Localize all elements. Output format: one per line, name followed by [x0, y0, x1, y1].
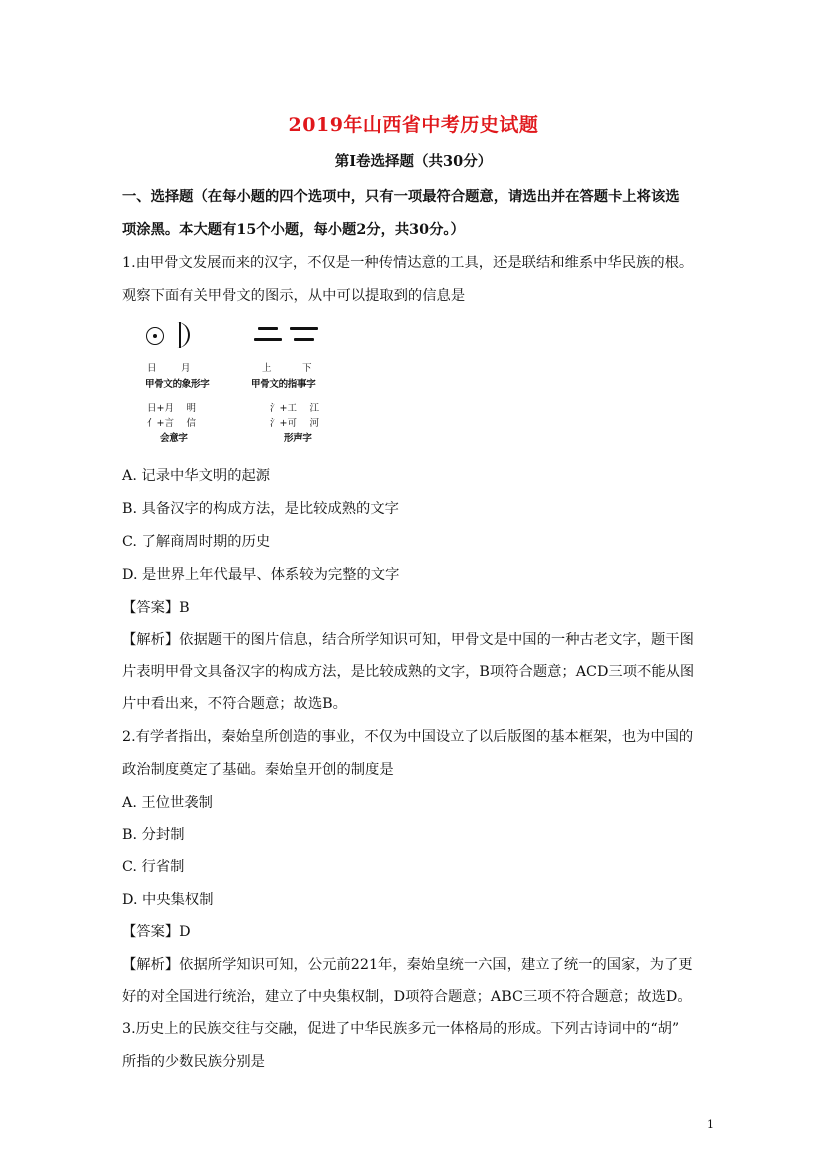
- q2-stem-line-1: 2.有学者指出，秦始皇所创造的事业，不仅为中国设立了以后版图的基本框架，也为中国的: [122, 729, 694, 745]
- label-moon: 月: [181, 363, 191, 374]
- q2-option-b: B. 分封制: [122, 827, 185, 843]
- q2-answer: 【答案】D: [122, 924, 191, 940]
- ideographic-row-1: 日+月 明: [147, 403, 196, 414]
- page-title: 2019年山西省中考历史试题: [288, 114, 539, 136]
- label-down: 下: [302, 363, 312, 374]
- q1-stem-line-2: 观察下面有关甲骨文的图示，从中可以提取到的信息是: [122, 288, 466, 304]
- label-up: 上: [262, 363, 272, 374]
- phonetic-row-1: 氵+工 江: [270, 403, 319, 414]
- moon-glyph-icon: [176, 322, 190, 348]
- q1-analysis-line-3: 片中看出来，不符合题意；故选B。: [122, 696, 347, 712]
- q2-stem-line-2: 政治制度奠定了基础。秦始皇开创的制度是: [122, 762, 394, 778]
- q1-option-b: B. 具备汉字的构成方法，是比较成熟的文字: [122, 501, 399, 517]
- q1-option-a: A. 记录中华文明的起源: [122, 468, 271, 484]
- oracle-bone-figure: [140, 318, 340, 446]
- caption-phonetic: 形声字: [284, 433, 312, 444]
- label-sun: 日: [147, 363, 157, 374]
- section-instructions-line-1: 一、选择题（在每小题的四个选项中，只有一项最符合题意，请选出并在答题卡上将该选: [122, 189, 680, 205]
- q2-option-d: D. 中央集权制: [122, 892, 214, 908]
- section-subtitle: 第Ⅰ卷选择题（共30分）: [334, 153, 493, 170]
- q2-option-c: C. 行省制: [122, 859, 185, 875]
- q1-option-c: C. 了解商周时期的历史: [122, 534, 271, 550]
- q2-analysis-line-2: 好的对全国进行统治，建立了中央集权制，D项符合题意；ABC三项不符合题意；故选D。: [122, 989, 692, 1005]
- ideographic-row-2: 亻+言 信: [147, 418, 196, 429]
- q1-answer: 【答案】B: [122, 600, 190, 616]
- caption-pictograph: 甲骨文的象形字: [145, 379, 210, 390]
- q1-stem-line-1: 1.由甲骨文发展而来的汉字，不仅是一种传情达意的工具，还是联结和维系中华民族的根。: [122, 255, 694, 271]
- q1-analysis-line-2: 片表明甲骨文具备汉字的构成方法，是比较成熟的文字，B项符合题意；ACD三项不能从图: [122, 664, 695, 680]
- q2-analysis-line-1: 【解析】依据所学知识可知，公元前221年，秦始皇统一六国，建立了统一的国家，为了更: [122, 957, 693, 973]
- q3-stem-line-1: 3.历史上的民族交往与交融，促进了中华民族多元一体格局的形成。下列古诗词中的“胡”: [122, 1021, 680, 1037]
- phonetic-row-2: 氵+可 河: [270, 418, 319, 429]
- caption-indicative: 甲骨文的指事字: [251, 379, 316, 390]
- page-number: 1: [707, 1118, 714, 1131]
- q2-option-a: A. 王位世袭制: [122, 795, 213, 811]
- q1-option-d: D. 是世界上年代最早、体系较为完整的文字: [122, 567, 400, 583]
- q3-stem-line-2: 所指的少数民族分别是: [122, 1054, 265, 1070]
- section-instructions-line-2: 项涂黑。本大题有15个小题，每小题2分，共30分。）: [122, 222, 465, 238]
- q1-analysis-line-1: 【解析】依据题干的图片信息，结合所学知识可知，甲骨文是中国的一种古老文字，题干图: [122, 632, 694, 648]
- caption-ideographic: 会意字: [160, 433, 188, 444]
- sun-glyph-icon: [146, 327, 164, 345]
